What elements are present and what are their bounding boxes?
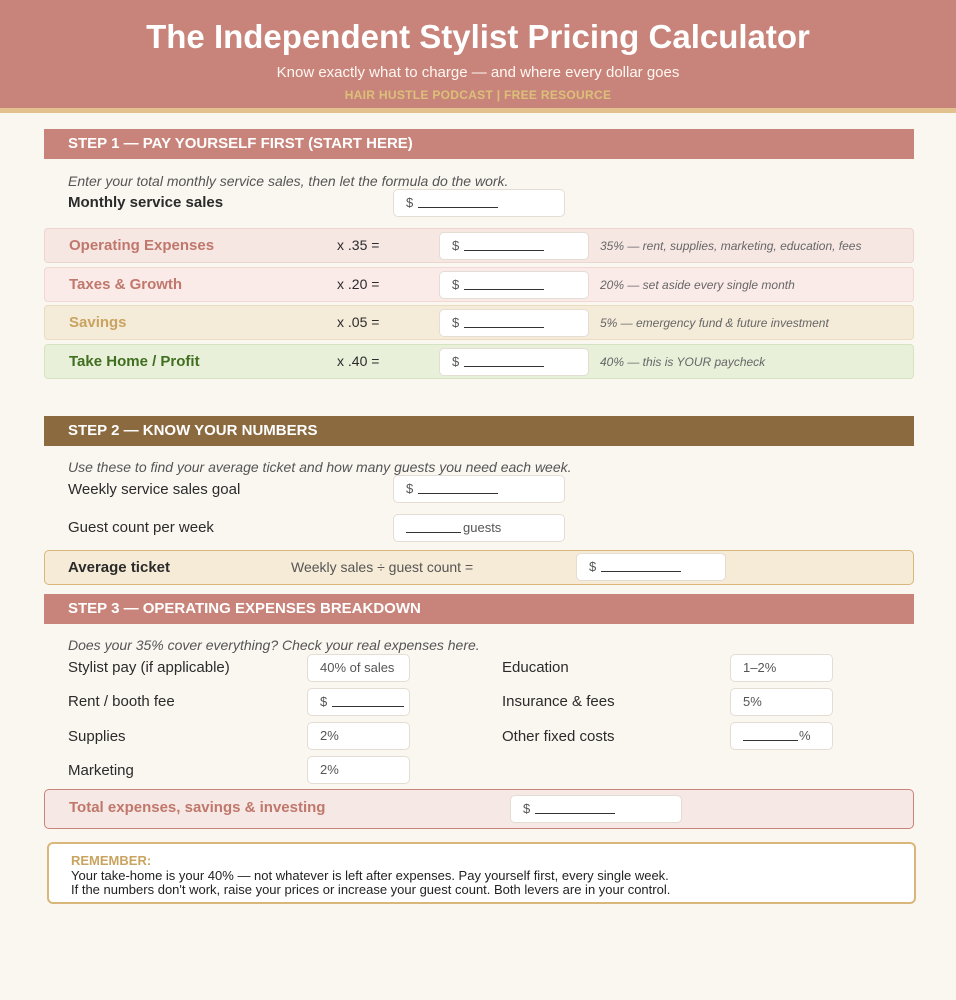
weekly-sales-label: Weekly service sales goal [68,481,241,498]
savings-input[interactable]: $ [439,309,589,337]
header-divider [0,108,956,113]
allocation-name: Taxes & Growth [69,276,183,293]
page-header [0,0,956,108]
other-costs-input[interactable]: % [730,722,833,750]
supplies-label: Supplies [68,728,126,745]
education-label: Education [502,659,569,676]
allocation-multiplier: x .35 = [337,237,380,253]
stylist-pay-input[interactable]: 40% of sales [307,654,410,682]
taxes-growth-input[interactable]: $ [439,271,589,299]
total-expenses-label: Total expenses, savings & investing [69,799,326,816]
page-subtitle: Know exactly what to charge — and where every dollar goes [276,64,680,81]
step3-heading: STEP 3 — OPERATING EXPENSES BREAKDOWN [44,594,914,624]
average-ticket-row [44,550,914,585]
average-ticket-formula: Weekly sales ÷ guest count = [291,559,474,575]
take-home-input[interactable]: $ [439,348,589,376]
stylist-pay-label: Stylist pay (if applicable) [68,659,230,676]
step2-note: Use these to find your average ticket and how many guests you need each week. [68,459,572,475]
education-input[interactable]: 1–2% [730,654,833,682]
monthly-sales-input[interactable] [393,189,565,217]
operating-expenses-input[interactable]: $ [439,232,589,260]
remember-line-2: If the numbers don't work, raise your prices or increase your guest count. Both levers are in your control. [71,882,671,897]
allocation-name: Take Home / Profit [69,353,200,370]
allocation-multiplier: x .20 = [337,276,380,292]
allocation-multiplier: x .05 = [337,314,380,330]
allocation-multiplier: x .40 = [337,353,380,369]
allocation-note: 5% — emergency fund & future investment [600,316,829,330]
step1-heading: STEP 1 — PAY YOURSELF FIRST (START HERE) [44,129,914,159]
weekly-sales-input[interactable]: $ [393,475,565,503]
allocation-note: 40% — this is YOUR paycheck [600,355,766,369]
supplies-input[interactable]: 2% [307,722,410,750]
page-title: The Independent Stylist Pricing Calculator [146,18,810,55]
allocation-row-take-home [44,344,914,379]
monthly-sales-label: Monthly service sales [68,194,224,211]
insurance-input[interactable]: 5% [730,688,833,716]
insurance-label: Insurance & fees [502,693,615,710]
marketing-input[interactable]: 2% [307,756,410,784]
allocation-name: Savings [69,314,127,331]
page-tagline: HAIR HUSTLE PODCAST | FREE RESOURCE [344,88,612,102]
guest-count-label: Guest count per week [68,519,214,536]
other-costs-label: Other fixed costs [502,728,615,745]
allocation-note: 20% — set aside every single month [600,278,795,292]
allocation-note: 35% — rent, supplies, marketing, education, fees [600,239,862,253]
rent-input[interactable]: $ [307,688,410,716]
remember-title: REMEMBER: [71,853,152,868]
total-expenses-input[interactable]: $ [510,795,682,823]
currency-symbol: $ [406,195,414,210]
remember-callout [47,842,916,904]
guests-suffix: guests [463,520,502,535]
step2-heading: STEP 2 — KNOW YOUR NUMBERS [44,416,914,446]
average-ticket-label: Average ticket [68,559,170,576]
remember-line-1: Your take-home is your 40% — not whatever is left after expenses. Pay yourself first, every single week. [71,868,669,883]
allocation-row-savings [44,305,914,340]
step1-note: Enter your total monthly service sales, then let the formula do the work. [68,173,509,189]
rent-label: Rent / booth fee [68,693,175,710]
step3-note: Does your 35% cover everything? Check your real expenses here. [68,637,480,653]
allocation-name: Operating Expenses [69,237,215,254]
average-ticket-input[interactable]: $ [576,553,726,581]
guest-count-input[interactable] [393,514,565,542]
allocation-row-operating-expenses [44,228,914,263]
total-expenses-row [44,789,914,829]
allocation-row-taxes-growth [44,267,914,302]
marketing-label: Marketing [68,762,134,779]
